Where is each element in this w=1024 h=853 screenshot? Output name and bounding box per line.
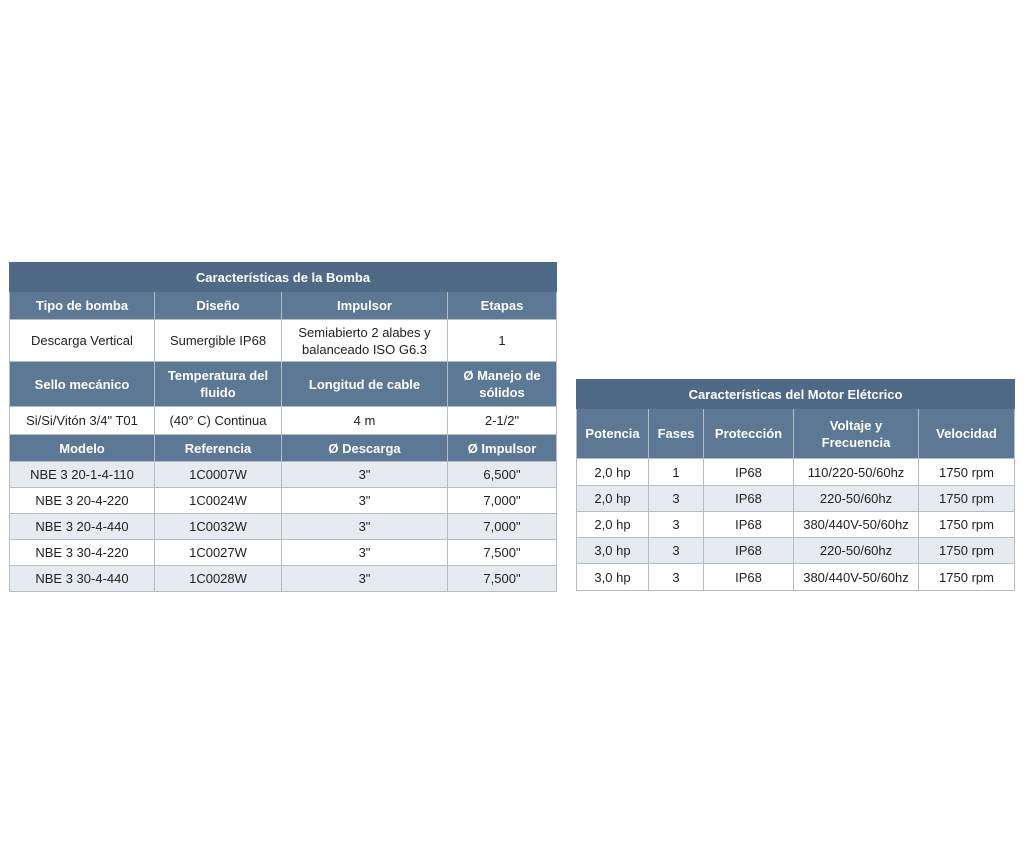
cell-impeller-size: 7,500" — [448, 540, 557, 566]
header-stages: Etapas — [448, 292, 557, 320]
cell-protection: IP68 — [704, 538, 794, 564]
cell-reference: 1C0028W — [155, 566, 282, 592]
cell-model: NBE 3 20-4-440 — [10, 514, 155, 540]
motor-characteristics-table — [576, 379, 1015, 591]
cell-impeller-size: 7,000" — [448, 488, 557, 514]
table-row — [577, 459, 1015, 486]
cell-voltage: 220-50/60hz — [794, 486, 919, 512]
cell-reference: 1C0027W — [155, 540, 282, 566]
cell-discharge: 3" — [282, 488, 448, 514]
cell-voltage: 380/440V-50/60hz — [794, 512, 919, 538]
header-impeller-diameter: Ø Impulsor — [448, 435, 557, 462]
cell-protection: IP68 — [704, 486, 794, 512]
cell-discharge: 3" — [282, 540, 448, 566]
header-voltage-frequency: Voltaje y Frecuencia — [794, 409, 919, 459]
header-cable-length: Longitud de cable — [282, 362, 448, 407]
cell-power: 2,0 hp — [577, 486, 649, 512]
table-row — [577, 538, 1015, 564]
cell-voltage: 110/220-50/60hz — [794, 459, 919, 486]
cell-phases: 3 — [649, 512, 704, 538]
pump-table-title: Características de la Bomba — [10, 263, 557, 292]
cell-discharge: 3" — [282, 514, 448, 540]
cell-power: 3,0 hp — [577, 564, 649, 591]
table-row — [10, 488, 557, 514]
cell-speed: 1750 rpm — [919, 459, 1015, 486]
table-row — [10, 514, 557, 540]
cell-reference: 1C0024W — [155, 488, 282, 514]
motor-table-title: Características del Motor Elétcrico — [577, 380, 1015, 409]
cell-impeller: Semiabierto 2 alabes y balanceado ISO G6.3 — [282, 320, 448, 362]
header-power: Potencia — [577, 409, 649, 459]
cell-phases: 3 — [649, 486, 704, 512]
cell-reference: 1C0032W — [155, 514, 282, 540]
header-protection: Protección — [704, 409, 794, 459]
cell-protection: IP68 — [704, 564, 794, 591]
table-row — [10, 566, 557, 592]
table-row — [10, 462, 557, 488]
header-fluid-temperature: Temperatura del fluido — [155, 362, 282, 407]
table-row — [577, 486, 1015, 512]
header-mechanical-seal: Sello mecánico — [10, 362, 155, 407]
cell-model: NBE 3 20-1-4-110 — [10, 462, 155, 488]
header-speed: Velocidad — [919, 409, 1015, 459]
cell-discharge: 3" — [282, 462, 448, 488]
cell-voltage: 380/440V-50/60hz — [794, 564, 919, 591]
cell-pump-type: Descarga Vertical — [10, 320, 155, 362]
cell-speed: 1750 rpm — [919, 512, 1015, 538]
header-design: Diseño — [155, 292, 282, 320]
header-phases: Fases — [649, 409, 704, 459]
header-impeller: Impulsor — [282, 292, 448, 320]
cell-discharge: 3" — [282, 566, 448, 592]
cell-speed: 1750 rpm — [919, 486, 1015, 512]
pump-characteristics-table — [9, 262, 557, 592]
cell-phases: 3 — [649, 564, 704, 591]
cell-cable-length: 4 m — [282, 407, 448, 435]
cell-solids-handling: 2-1/2" — [448, 407, 557, 435]
cell-model: NBE 3 20-4-220 — [10, 488, 155, 514]
cell-stages: 1 — [448, 320, 557, 362]
table-row — [10, 540, 557, 566]
cell-power: 2,0 hp — [577, 459, 649, 486]
cell-speed: 1750 rpm — [919, 564, 1015, 591]
cell-power: 2,0 hp — [577, 512, 649, 538]
cell-model: NBE 3 30-4-220 — [10, 540, 155, 566]
cell-voltage: 220-50/60hz — [794, 538, 919, 564]
cell-protection: IP68 — [704, 459, 794, 486]
cell-power: 3,0 hp — [577, 538, 649, 564]
cell-phases: 1 — [649, 459, 704, 486]
cell-reference: 1C0007W — [155, 462, 282, 488]
cell-impeller-size: 7,000" — [448, 514, 557, 540]
header-model: Modelo — [10, 435, 155, 462]
cell-design: Sumergible IP68 — [155, 320, 282, 362]
header-reference: Referencia — [155, 435, 282, 462]
header-pump-type: Tipo de bomba — [10, 292, 155, 320]
cell-impeller-size: 6,500" — [448, 462, 557, 488]
table-row — [577, 512, 1015, 538]
header-solids-handling: Ø Manejo de sólidos — [448, 362, 557, 407]
cell-fluid-temperature: (40° C) Continua — [155, 407, 282, 435]
cell-mechanical-seal: Si/Si/Vitón 3/4" T01 — [10, 407, 155, 435]
cell-phases: 3 — [649, 538, 704, 564]
cell-protection: IP68 — [704, 512, 794, 538]
table-row — [577, 564, 1015, 591]
cell-model: NBE 3 30-4-440 — [10, 566, 155, 592]
cell-impeller-size: 7,500" — [448, 566, 557, 592]
header-discharge-diameter: Ø Descarga — [282, 435, 448, 462]
cell-speed: 1750 rpm — [919, 538, 1015, 564]
